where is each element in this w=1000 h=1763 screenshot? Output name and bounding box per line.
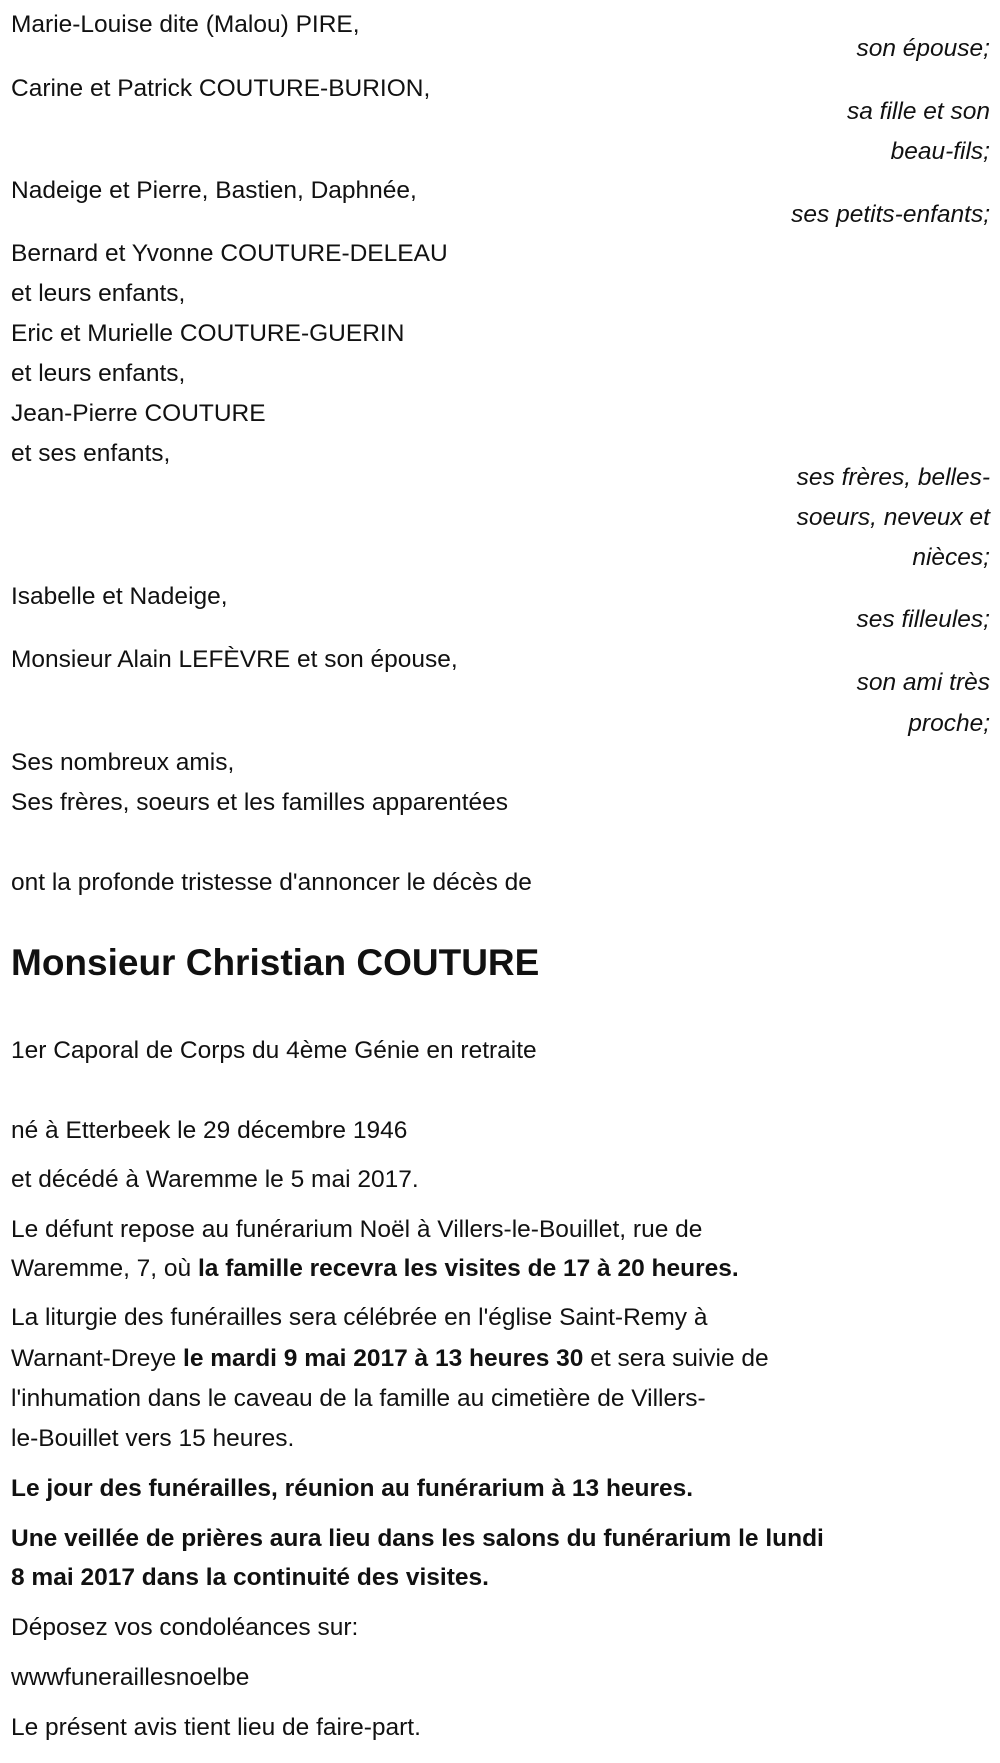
body-line xyxy=(11,1558,489,1598)
rank: 1er Caporal de Corps du 4ème Génie en retraite xyxy=(11,1037,537,1064)
text: Warnant-Dreye xyxy=(11,1345,184,1372)
body-line xyxy=(11,1469,693,1509)
family-relation: beau-fils; xyxy=(890,138,990,165)
bold-text: Une veillée de prières aura lieu dans les salons du funérarium le lundi xyxy=(11,1525,824,1552)
body-line xyxy=(11,1658,249,1698)
body-line xyxy=(11,1608,358,1648)
text: l'inhumation dans le caveau de la famille au cimetière de Villers- xyxy=(11,1385,706,1412)
family-relation: proche; xyxy=(908,710,990,737)
body-line xyxy=(11,1708,421,1748)
body-line xyxy=(11,1379,706,1419)
text: La liturgie des funérailles sera célébrée en l'église Saint-Remy à xyxy=(11,1304,708,1331)
family-relation: son épouse; xyxy=(856,35,990,62)
family-member-name: Eric et Murielle COUTURE-GUERIN xyxy=(11,320,405,347)
family-member-name: et ses enfants, xyxy=(11,440,171,467)
bold-text: la famille recevra les visites de 17 à 20 heures. xyxy=(197,1255,739,1282)
bold-text: 8 mai 2017 dans la continuité des visites. xyxy=(11,1564,489,1591)
body-line xyxy=(11,1519,824,1559)
family-relation: son ami très xyxy=(856,669,990,696)
body-line xyxy=(11,1249,739,1289)
family-member-name: Isabelle et Nadeige, xyxy=(11,583,228,610)
family-relation: ses petits-enfants; xyxy=(791,201,990,228)
family-member-name: Nadeige et Pierre, Bastien, Daphnée, xyxy=(11,177,417,204)
text: Le présent avis tient lieu de faire-part. xyxy=(11,1714,421,1741)
body-line xyxy=(11,1298,708,1338)
others-line: Ses nombreux amis, xyxy=(11,749,235,776)
deceased-name: Monsieur Christian COUTURE xyxy=(11,942,540,983)
others-line: Ses frères, soeurs et les familles apparentées xyxy=(11,789,509,816)
text: Déposez vos condoléances sur: xyxy=(11,1614,359,1641)
bold-text: Le jour des funérailles, réunion au funérarium à 13 heures. xyxy=(11,1475,694,1502)
family-member-name: et leurs enfants, xyxy=(11,280,186,307)
family-member-name: Monsieur Alain LEFÈVRE et son épouse, xyxy=(11,646,458,673)
family-relation: ses filleules; xyxy=(856,606,990,633)
family-relation: soeurs, neveux et xyxy=(796,504,990,531)
announcement: ont la profonde tristesse d'annoncer le décès de xyxy=(11,869,532,896)
text: Le défunt repose au funérarium Noël à Villers-le-Bouillet, rue de xyxy=(11,1216,703,1243)
body-line xyxy=(11,1339,769,1379)
family-member-name: Marie-Louise dite (Malou) PIRE, xyxy=(11,11,360,38)
bold-text: le mardi 9 mai 2017 à 13 heures 30 xyxy=(183,1345,584,1372)
text: et sera suivie de xyxy=(583,1345,769,1372)
body-line xyxy=(11,1210,702,1250)
family-relation: nièces; xyxy=(912,544,990,571)
text: wwwfuneraillesnoelbe xyxy=(11,1664,250,1691)
text: Waremme, 7, où xyxy=(11,1255,198,1282)
death-info: et décédé à Waremme le 5 mai 2017. xyxy=(11,1166,419,1193)
text: le-Bouillet vers 15 heures. xyxy=(11,1425,295,1452)
birth-info: né à Etterbeek le 29 décembre 1946 xyxy=(11,1117,408,1144)
family-member-name: Carine et Patrick COUTURE-BURION, xyxy=(11,75,431,102)
body-line xyxy=(11,1419,294,1459)
family-member-name: Bernard et Yvonne COUTURE-DELEAU xyxy=(11,240,448,267)
family-relation: sa fille et son xyxy=(847,98,990,125)
family-member-name: Jean-Pierre COUTURE xyxy=(11,400,266,427)
family-member-name: et leurs enfants, xyxy=(11,360,186,387)
family-relation: ses frères, belles- xyxy=(796,464,990,491)
